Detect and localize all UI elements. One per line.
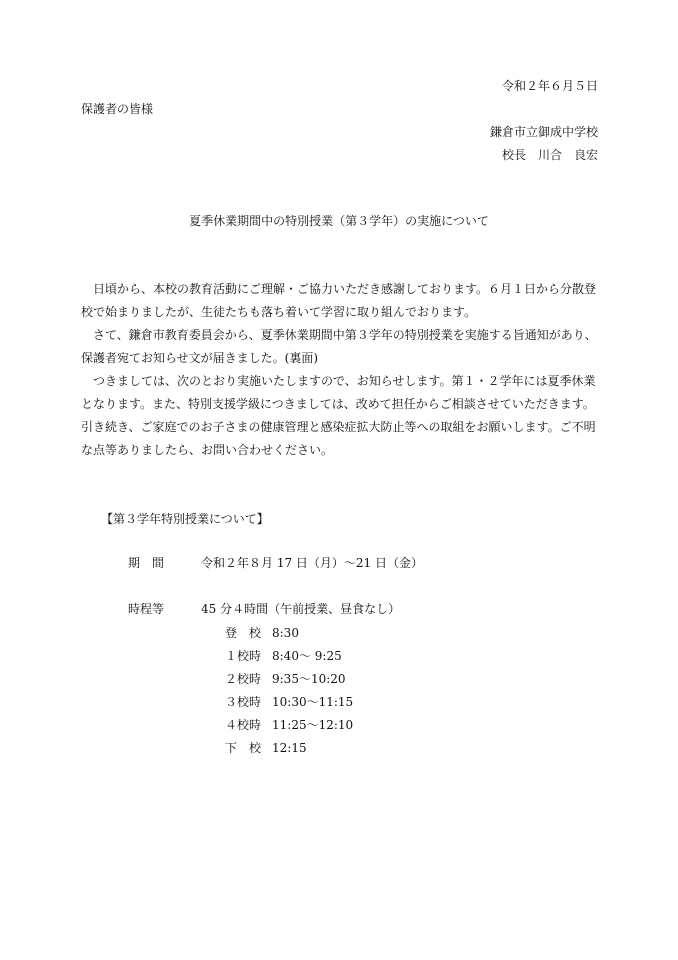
body-line: 引き続き、ご家庭でのお子さまの健康管理と感染症拡大防止等への取組をお願いします。ご不明	[81, 420, 596, 434]
schedule-row-time: 10:30～11:15	[272, 695, 354, 709]
schedule-row-time: 8:30	[272, 626, 299, 640]
schedule-summary: 45 分４時間（午前授業、昼食なし）	[201, 602, 401, 616]
principal-name: 校長 川合 良宏	[501, 148, 598, 162]
schedule-row-label: １校時	[225, 649, 262, 663]
period-value: 令和２年８月 17 日（月）～21 日（金）	[201, 556, 423, 570]
school-name: 鎌倉市立御成中学校	[489, 125, 598, 139]
body-line: 日頃から、本校の教育活動にご理解・ご協力いただき感謝しております。６月１日から分散登	[81, 282, 597, 296]
body-line: となります。また、特別支援学級につきましては、改めて担任からご相談させていただきます。	[81, 397, 595, 411]
body-line: さて、鎌倉市教育委員会から、夏季休業期間中第３学年の特別授業を実施する旨通知があり、	[81, 328, 597, 342]
schedule-row-time: 12:15	[272, 741, 307, 755]
period-label: 期 間	[128, 556, 165, 570]
schedule-row-time: 8:40～ 9:25	[272, 649, 342, 663]
document-date: 令和２年６月５日	[501, 79, 598, 93]
schedule-row-label: 下 校	[225, 741, 262, 755]
body-line: な点等ありましたら、お問い合わせください。	[81, 443, 334, 457]
body-line: 保護者宛てお知らせ文が届きました。(裏面)	[81, 351, 319, 365]
schedule-row-time: 9:35～10:20	[272, 672, 346, 686]
schedule-label: 時程等	[128, 602, 165, 616]
section-heading: 【第３学年特別授業について】	[101, 512, 269, 526]
schedule-row-label: ３校時	[225, 695, 262, 709]
body-line: 校で始まりましたが、生徒たちも落ち着いて学習に取り組んでおります。	[81, 305, 477, 319]
document-title: 夏季休業期間中の特別授業（第３学年）の実施について	[189, 214, 489, 228]
schedule-row-label: 登 校	[225, 626, 262, 640]
recipient: 保護者の皆様	[81, 102, 154, 116]
schedule-row-time: 11:25～12:10	[272, 718, 354, 732]
body-text	[81, 278, 601, 462]
body-line: つきましては、次のとおり実施いたしますので、お知らせします。第１・２学年には夏季休業	[81, 374, 596, 388]
schedule-row-label: ２校時	[225, 672, 262, 686]
schedule-row-label: ４校時	[225, 718, 262, 732]
